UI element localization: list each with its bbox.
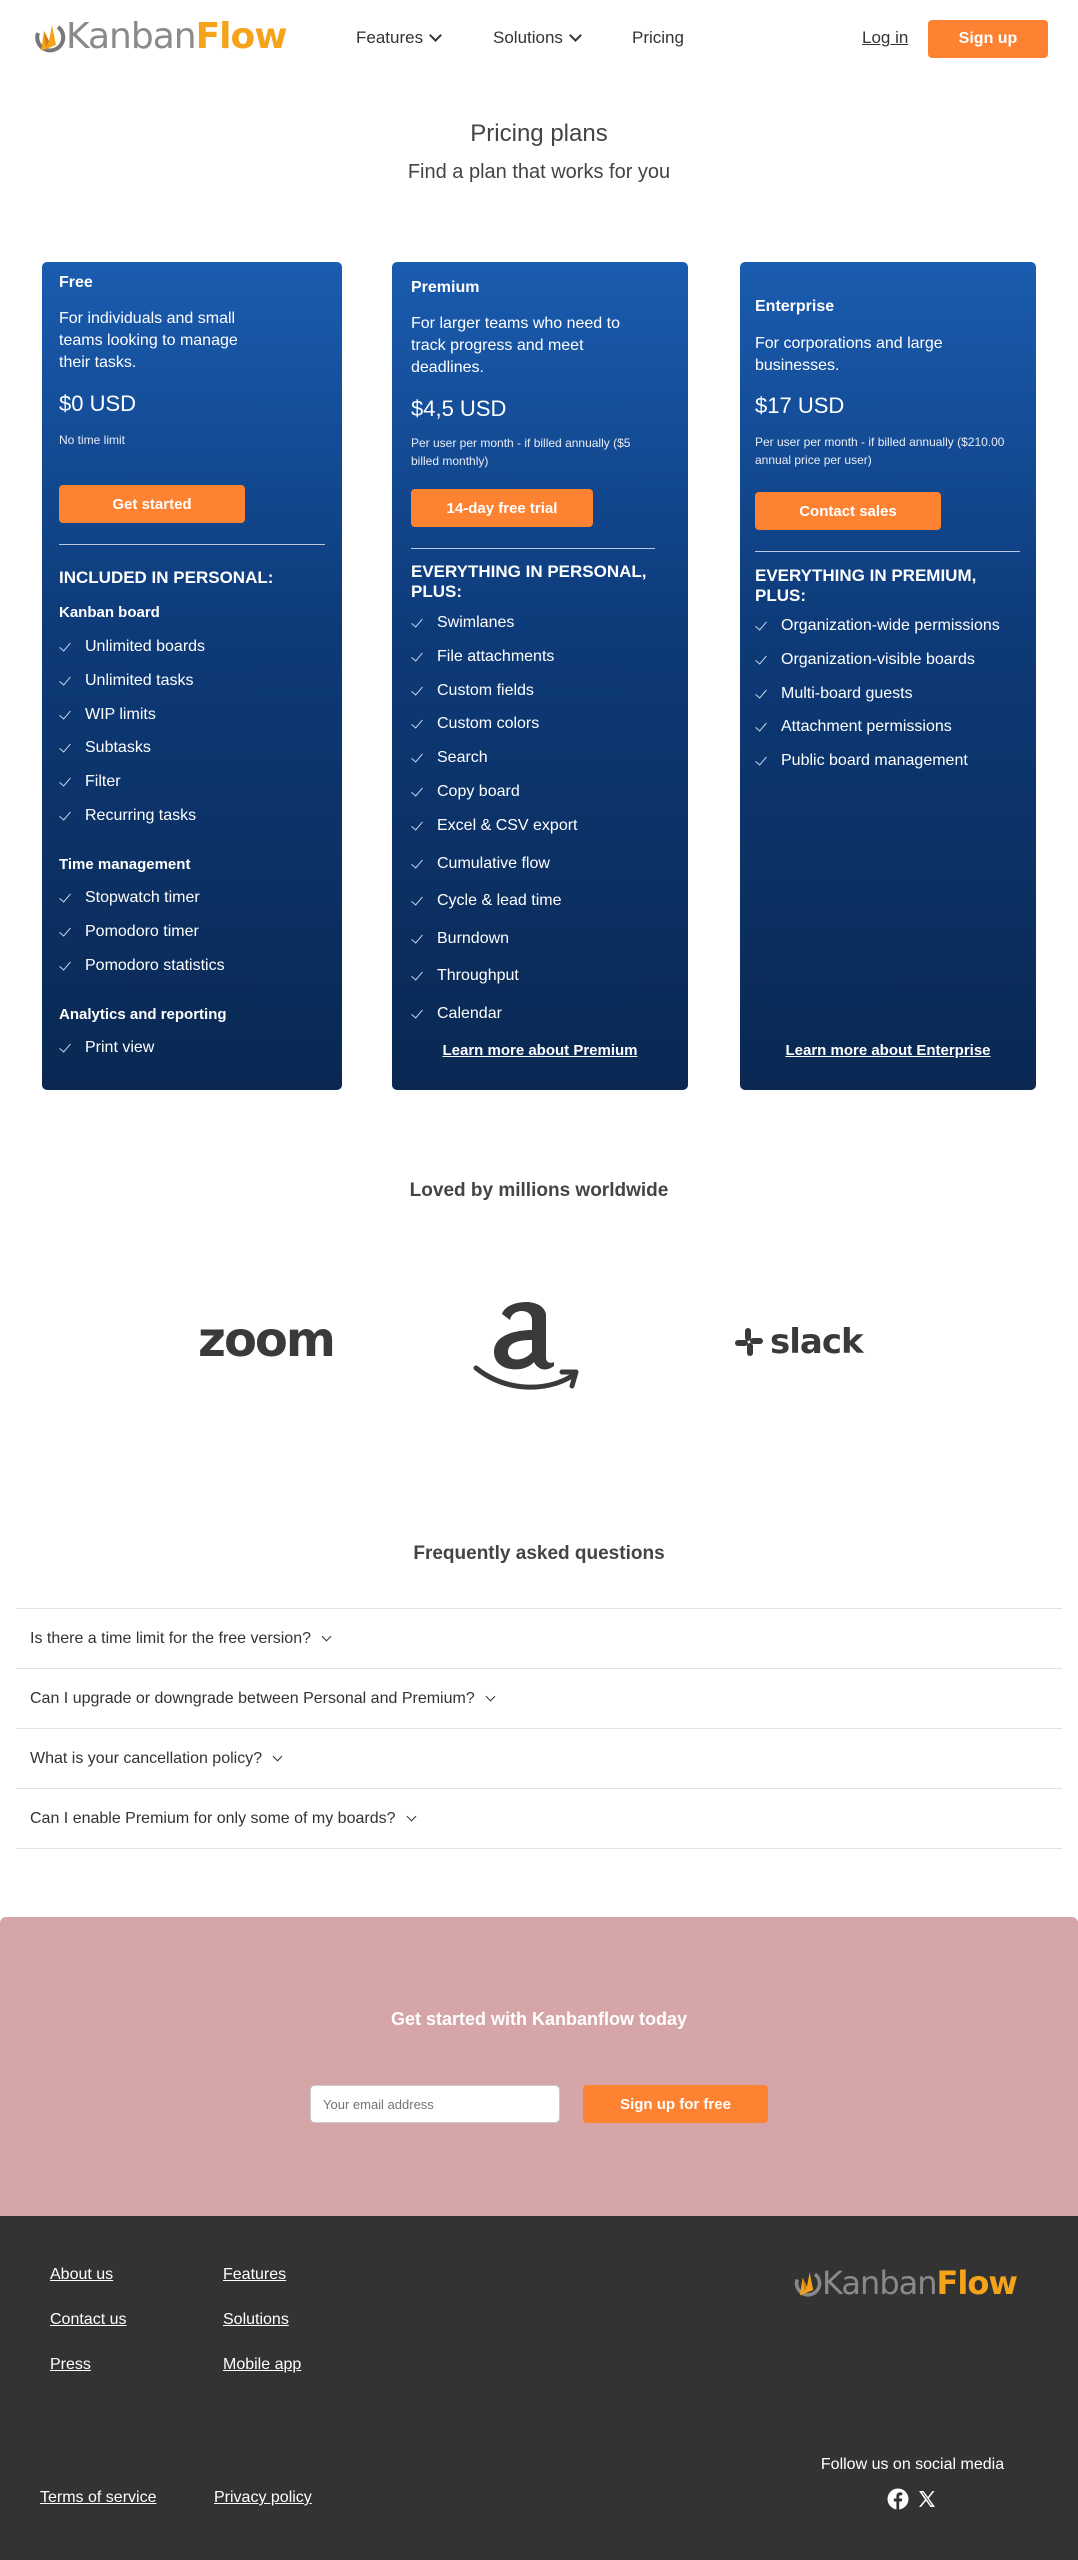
check-icon — [411, 718, 423, 730]
feature-item: File attachments — [411, 648, 554, 666]
feature-item: Print view — [59, 1039, 154, 1057]
plan-card-enterprise — [740, 262, 1036, 1090]
chevron-down-icon — [406, 1812, 416, 1822]
plan-price: $17 USD — [755, 393, 845, 418]
divider — [16, 1848, 1062, 1849]
feature-item: Pomodoro statistics — [59, 957, 225, 975]
feature-group-title: Time management — [59, 856, 191, 873]
footer-link-solutions[interactable]: Solutions — [223, 2311, 289, 2328]
plan-name: Enterprise — [755, 298, 835, 315]
nav-pricing[interactable]: Pricing — [632, 28, 684, 47]
check-icon — [59, 960, 71, 972]
feature-item: Stopwatch timer — [59, 889, 200, 907]
check-icon — [411, 617, 423, 629]
check-icon — [411, 895, 423, 907]
feature-item: Multi-board guests — [755, 685, 913, 703]
faq-item[interactable]: Is there a time limit for the free version? — [16, 1608, 1062, 1668]
feature-item: Calendar — [411, 1005, 502, 1023]
plan-description: For corporations and large businesses. — [755, 335, 943, 374]
site-header — [0, 0, 1078, 78]
signup-button[interactable]: Sign up — [928, 20, 1048, 58]
check-icon — [755, 688, 767, 700]
signup-free-button[interactable]: Sign up for free — [583, 2085, 768, 2123]
feature-item: Excel & CSV export — [411, 817, 578, 835]
kanbanflow-logo-icon — [792, 2265, 822, 2301]
check-icon — [411, 970, 423, 982]
footer-link-features[interactable]: Features — [223, 2266, 287, 2283]
faq-item[interactable]: Can I enable Premium for only some of my boards? — [16, 1788, 1062, 1848]
x-icon[interactable] — [917, 2489, 937, 2509]
check-icon — [755, 721, 767, 733]
plan-name: Free — [59, 274, 93, 291]
amazon-logo — [472, 1296, 580, 1394]
follow-us-label: Follow us on social media — [820, 2456, 1005, 2473]
faq-title: Frequently asked questions — [413, 1543, 665, 1564]
signup-cta-section — [0, 1917, 1078, 2217]
slack-mark-icon — [734, 1327, 764, 1357]
login-link[interactable]: Log in — [862, 28, 909, 47]
feature-item: Public board management — [755, 752, 968, 770]
plan-price: $0 USD — [59, 391, 137, 416]
faq-item[interactable]: What is your cancellation policy? — [16, 1728, 1062, 1788]
chevron-down-icon — [485, 1692, 495, 1702]
chevron-down-icon — [322, 1632, 332, 1642]
footer-link-contact[interactable]: Contact us — [50, 2311, 127, 2328]
plan-name: Premium — [411, 279, 480, 296]
check-icon — [59, 675, 71, 687]
feature-item: Copy board — [411, 783, 520, 801]
divider — [411, 548, 655, 549]
feature-item: Throughput — [411, 967, 519, 985]
feature-item: Organization-visible boards — [755, 651, 975, 669]
divider — [59, 544, 325, 545]
check-icon — [59, 1042, 71, 1054]
divider — [755, 551, 1020, 552]
nav-features[interactable]: Features — [356, 28, 440, 48]
check-icon — [411, 752, 423, 764]
feature-item: Swimlanes — [411, 614, 514, 632]
footer-link-privacy[interactable]: Privacy policy — [214, 2489, 312, 2506]
feature-group-title: Kanban board — [59, 604, 160, 621]
zoom-logo: zoom — [198, 1312, 334, 1368]
feature-item: Organization-wide permissions — [755, 617, 1000, 635]
plan-description: For larger teams who need to track progress and meet deadlines. — [411, 315, 620, 376]
slack-logo: slack — [734, 1322, 863, 1362]
plan-card-free — [42, 262, 342, 1090]
check-icon — [59, 892, 71, 904]
chevron-down-icon — [273, 1752, 283, 1762]
get-started-button[interactable]: Get started — [59, 485, 245, 523]
feature-item: Pomodoro timer — [59, 923, 199, 941]
page-title: Pricing plans — [470, 120, 608, 147]
kanbanflow-logo[interactable]: KanbanFlow — [32, 16, 287, 57]
check-icon — [411, 1008, 423, 1020]
feature-item: Custom fields — [411, 682, 534, 700]
footer-link-press[interactable]: Press — [50, 2356, 91, 2373]
learn-more-premium-link[interactable]: Learn more about Premium — [442, 1042, 638, 1059]
included-heading: INCLUDED IN PERSONAL: — [59, 568, 274, 587]
footer-logo[interactable]: KanbanFlow — [792, 2264, 1017, 2302]
check-icon — [411, 651, 423, 663]
plan-price-note: Per user per month - if billed annually ($5 billed monthly) — [411, 436, 631, 468]
check-icon — [411, 685, 423, 697]
check-icon — [755, 755, 767, 767]
feature-item: Filter — [59, 773, 121, 791]
plan-card-premium — [392, 262, 688, 1090]
cta-title: Get started with Kanbanflow today — [390, 2009, 688, 2029]
check-icon — [411, 786, 423, 798]
customers-title: Loved by millions worldwide — [409, 1180, 669, 1201]
feature-item: Burndown — [411, 930, 509, 948]
chevron-down-icon — [429, 29, 442, 42]
check-icon — [59, 776, 71, 788]
feature-item: Attachment permissions — [755, 718, 952, 736]
feature-item: Subtasks — [59, 739, 151, 757]
check-icon — [59, 641, 71, 653]
site-footer — [0, 2216, 1078, 2560]
feature-item: WIP limits — [59, 706, 156, 724]
check-icon — [59, 709, 71, 721]
contact-sales-button[interactable]: Contact sales — [755, 492, 941, 530]
kanbanflow-logo-icon — [32, 17, 66, 57]
plan-price-note: No time limit — [59, 433, 126, 447]
free-trial-button[interactable]: 14-day free trial — [411, 489, 593, 527]
check-icon — [411, 933, 423, 945]
learn-more-enterprise-link[interactable]: Learn more about Enterprise — [785, 1042, 991, 1059]
check-icon — [755, 654, 767, 666]
check-icon — [411, 858, 423, 870]
footer-link-terms[interactable]: Terms of service — [40, 2489, 157, 2506]
check-icon — [59, 926, 71, 938]
footer-link-mobile-app[interactable]: Mobile app — [223, 2356, 302, 2373]
check-icon — [59, 810, 71, 822]
plan-price: $4,5 USD — [411, 396, 507, 421]
facebook-icon[interactable] — [887, 2488, 909, 2510]
plan-description: For individuals and small teams looking to manage their tasks. — [59, 310, 238, 371]
feature-item: Cycle & lead time — [411, 892, 562, 910]
feature-item: Cumulative flow — [411, 855, 550, 873]
plan-price-note: Per user per month - if billed annually ($210.00 annual price per user) — [755, 435, 1005, 467]
feature-item: Custom colors — [411, 715, 539, 733]
feature-item: Unlimited boards — [59, 638, 205, 656]
nav-solutions[interactable]: Solutions — [493, 28, 580, 48]
feature-item: Recurring tasks — [59, 807, 196, 825]
chevron-down-icon — [569, 29, 582, 42]
faq-item[interactable]: Can I upgrade or downgrade between Personal and Premium? — [16, 1668, 1062, 1728]
included-heading: EVERYTHING IN PERSONAL, PLUS: — [411, 562, 647, 601]
check-icon — [411, 820, 423, 832]
email-input[interactable] — [310, 2085, 560, 2123]
check-icon — [755, 620, 767, 632]
page-subtitle: Find a plan that works for you — [407, 161, 671, 183]
feature-group-title: Analytics and reporting — [59, 1006, 227, 1023]
footer-link-about[interactable]: About us — [50, 2266, 114, 2283]
feature-item: Unlimited tasks — [59, 672, 193, 690]
feature-item: Search — [411, 749, 488, 767]
included-heading: EVERYTHING IN PREMIUM, PLUS: — [755, 566, 977, 605]
check-icon — [59, 742, 71, 754]
